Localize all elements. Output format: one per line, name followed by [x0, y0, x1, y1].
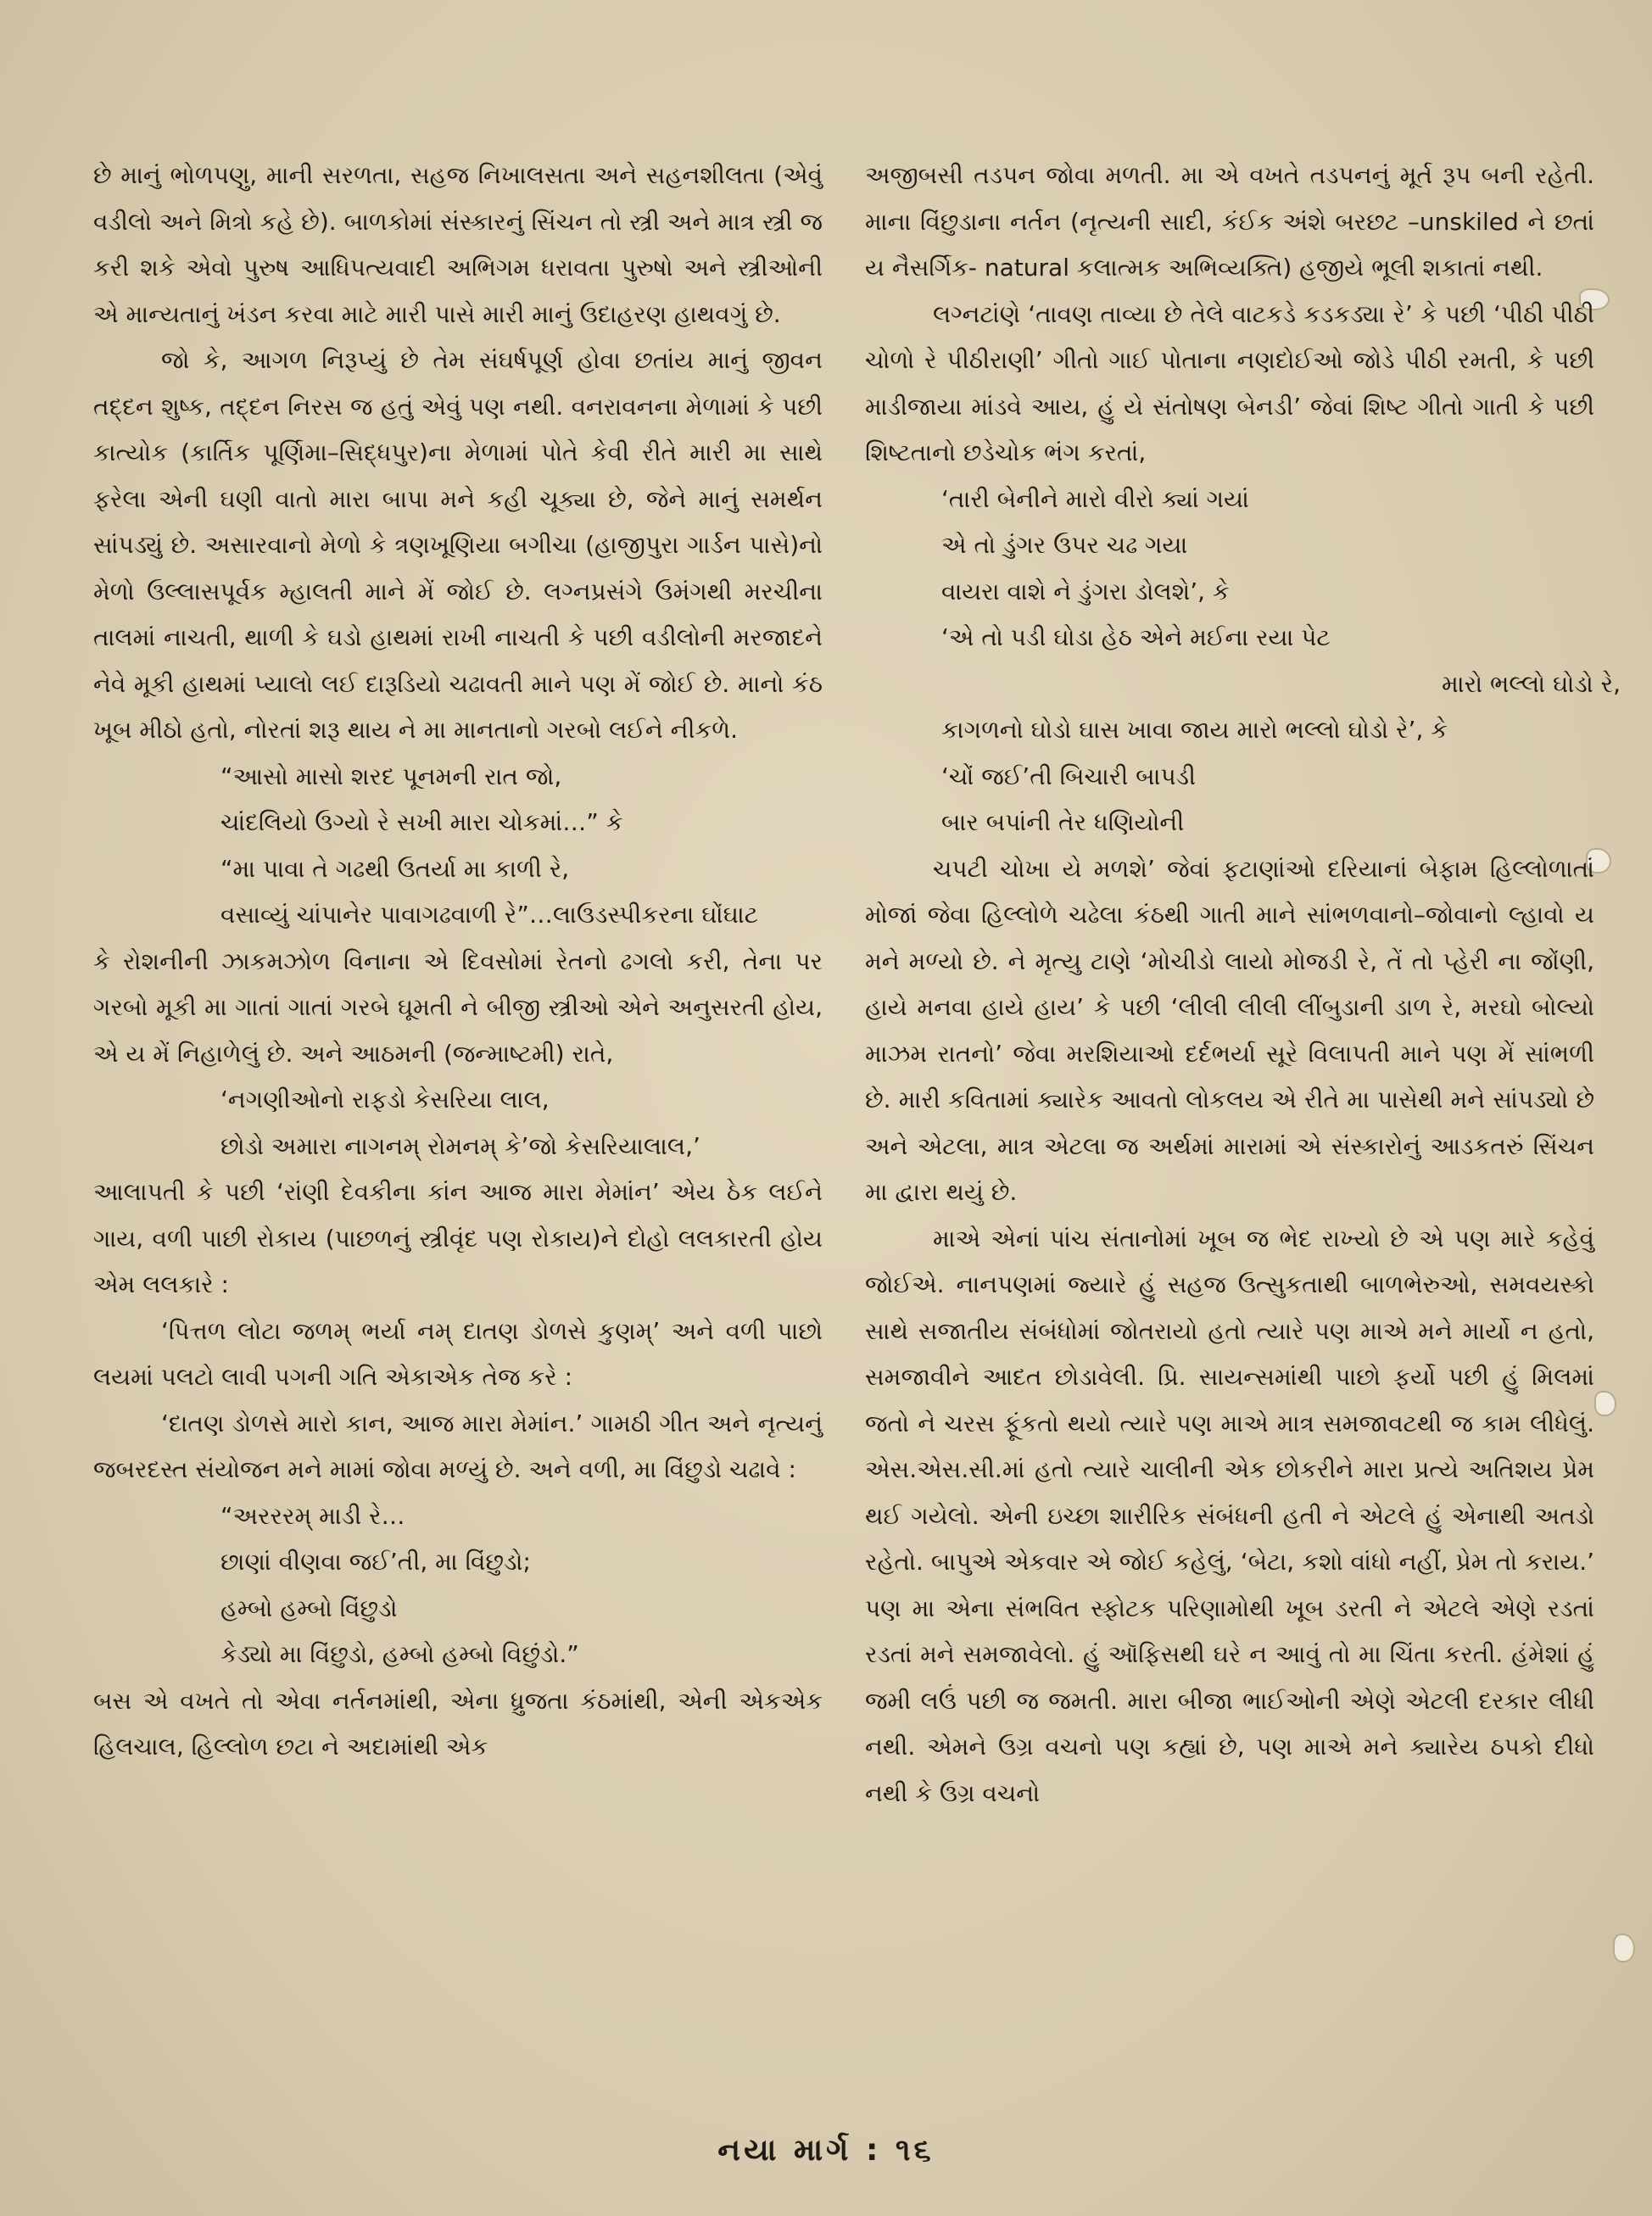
verse-line: બાર બપાંની તેર ધણિયોની: [941, 808, 1185, 836]
verse-block: [93, 754, 823, 939]
verse-line: છાણાં વીણવા જઈ’તી, મા વિંછુડો;: [220, 1548, 531, 1576]
verse-line: કેડ્યો મા વિંછુડો, હમ્બો હમ્બો વિછુંડો.”: [220, 1640, 579, 1668]
verse-line: ‘ચોં જઈ’તી બિચારી બાપડી: [941, 762, 1197, 790]
verse-line: ચાંદલિયો ઉગ્યો રે સખી મારા ચોકમાં…” કે: [220, 808, 623, 836]
paragraph: જો કે, આગળ નિરૂપ્યું છે તેમ સંઘર્ષપૂર્ણ હોવા છતાંય માનું જીવન તદ્દન શુષ્ક, તદ્દન નિરસ જ હતું એવું પણ નથી. વનરાવનના મેળામાં કે પછી કાત્યોક (કાર્તિક પૂર્ણિમા–સિદ્ધપુર)ના મેળામાં પોતે કેવી રીતે મારી મા સાથે ફરેલા એની ઘણી વાતો મારા બાપા મને કહી ચૂક્યા છે, જેને માનું સમર્થન સાંપડ્યું છે. અસારવાનો મેળો કે ત્રણખૂણિયા બગીચા (હાજીપુરા ગાર્ડન પાસે)નો મેળો ઉલ્લાસપૂર્વક મ્હાલતી માને મેં જોઈ છે. લગ્નપ્રસંગે ઉમંગથી મરચીના તાલમાં નાચતી, થાળી કે ઘડો હાથમાં રાખી નાચતી કે પછી વડીલોની મરજાદને નેવે મૂકી હાથમાં પ્યાલો લઈ દારૂડિયો ચઢાવતી માને પણ મેં જોઈ છે. માનો કંઠ ખૂબ મીઠો હતો, નોરતાં શરૂ થાય ને મા માનતાનો ગરબો લઈને નીકળે.: [93, 346, 823, 744]
paragraph: માએ એનાં પાંચ સંતાનોમાં ખૂબ જ ભેદ રાખ્યો છે એ પણ મારે કહેવું જોઈએ. નાનપણમાં જ્યારે હું સહજ ઉત્સુકતાથી બાળભેરુઓ, સમવયસ્કો સાથે સજાતીય સંબંધોમાં જોતરાયો હતો ત્યારે પણ માએ મને માર્યો ન હતો, સમજાવીને આદત છોડાવેલી. પ્રિ. સાયન્સમાંથી પાછો ફર્યો પછી હું મિલમાં જતો ને ચરસ ફૂંકતો થયો ત્યારે પણ માએ માત્ર સમજાવટથી જ કામ લીધેલું. એસ.એસ.સી.માં હતો ત્યારે ચાલીની એક છોકરીને મારા પ્રત્યે અતિશય પ્રેમ થઈ ગયેલો. એની ઇચ્છા શારીરિક સંબંધની હતી ને એટલે હું એનાથી અતડો રહેતો. બાપુએ એકવાર એ જોઈ કહેલું, ‘બેટા, કશો વાંધો નહીં, પ્રેમ તો કરાય.’ પણ મા એના સંભવિત સ્ફોટક પરિણામોથી ખૂબ ડરતી ને એટલે એણે રડતાં રડતાં મને સમજાવેલો. હું ઑફિસથી ઘરે ન આવું તો મા ચિંતા કરતી. હંમેશાં હું જમી લઉં પછી જ જમતી. મારા બીજા ભાઈઓની એણે એટલી દરકાર લીધી નથી. એમને ઉગ્ર વચનો પણ કહ્યાં છે, પણ માએ મને ક્યારેય ઠપકો દીધો નથી કે ઉગ્ર વચનો: [865, 1224, 1594, 1807]
verse-line: વસાવ્યું ચાંપાનેર પાવાગઢવાળી રે”…લાઉડસ્પીકરના ઘોંઘાટ: [220, 901, 759, 929]
page-footer: નયા માર્ગ : ૧૬: [717, 2133, 935, 2168]
paragraph: લગ્નટાંણે ‘તાવણ તાવ્યા છે તેલે વાટકડે કડકડ્યા રે’ કે પછી ‘પીઠી પીઠી ચોળો રે પીઠીરાણી’ ગીતો ગાઈ પોતાના નણદોઈઓ જોડે પીઠી રમતી, કે પછી માડીજાયા માંડવે આય, હું યે સંતોષણ બેનડી’ જેવાં શિષ્ટ ગીતો ગાતી કે પછી શિષ્ટતાનો છડેચોક ભંગ કરતાં,: [865, 299, 1594, 466]
verse-line: “આસો માસો શરદ પૂનમની રાત જો,: [220, 762, 562, 790]
page-tear-3: [1594, 1391, 1616, 1416]
paragraph: બસ એ વખતે તો એવા નર્તનમાંથી, એના ધ્રુજતા કંઠમાંથી, એની એકએક હિલચાલ, હિલ્લોળ છટા ને અદામાંથી એક: [93, 1686, 823, 1761]
verse-block: [93, 1493, 823, 1678]
verse-line: વાયરા વાશે ને ડુંગરા ડોલશે’, કે: [941, 577, 1230, 606]
verse-line: મારો ભલ્લો ઘોડો રે,: [1442, 669, 1621, 698]
verse-block: [93, 1077, 823, 1169]
verse-line: છોડો અમારા નાગનમ્ રોમનમ્ કે’જો કેસરિયાલાલ,’: [220, 1131, 700, 1160]
verse-line: “અરરરમ્ માડી રે…: [220, 1501, 405, 1530]
paragraph: છે માનું ભોળપણુ, માની સરળતા, સહજ નિખાલસતા અને સહનશીલતા (એવું વડીલો અને મિત્રો કહે છે). બાળકોમાં સંસ્કારનું સિંચન તો સ્ત્રી અને માત્ર સ્ત્રી જ કરી શકે એવો પુરુષ આધિપત્યવાદી અભિગમ ધરાવતા પુરુષો અને સ્ત્રીઓની એ માન્યતાનું ખંડન કરવા માટે મારી પાસે મારી માનું ઉદાહરણ હાથવગું છે.: [93, 161, 823, 328]
paragraph: ‘પિત્તળ લોટા જળમ્ ભર્યા નમ્ દાતણ ડોળસે કુણમ્’ અને વળી પાછો લયમાં પલટો લાવી પગની ગતિ એકાએક તેજ કરે :: [93, 1316, 823, 1391]
verse-line: એ તો ડુંગર ઉપર ચઢ ગયા: [941, 531, 1188, 559]
verse-line: હમ્બો હમ્બો વિંછુડો: [220, 1594, 398, 1622]
paragraph: ‘દાતણ ડોળસે મારો કાન, આજ મારા મેમાંન.’ ગામઠી ગીત અને નૃત્યનું જબરદસ્ત સંયોજન મને મામાં જોવા મળ્યું છે. અને વળી, મા વિંછુડો ચઢાવે :: [93, 1409, 823, 1483]
verse-block: [865, 477, 1621, 846]
paragraph: અજીબસી તડપન જોવા મળતી. મા એ વખતે તડપનનું મૂર્ત રૂપ બની રહેતી. માના વિંછુડાના નર્તન (નૃત્યની સાદી, કંઈક અંશે બરછટ –unskiled ને છતાં ય નૈસર્ગિક- natural કલાત્મક અભિવ્યક્તિ) હજીયે ભૂલી શકાતાં નથી.: [865, 161, 1594, 282]
verse-line: “મા પાવા તે ગઢથી ઉતર્યા મા કાળી રે,: [220, 854, 570, 883]
paragraph: ચપટી ચોખા યે મળશે’ જેવાં ફટાણાંઓ દરિયાનાં બેફામ હિલ્લોળાતાં મોજાં જેવા હિલ્લોળે ચઢેલા કંઠથી ગાતી માને સાંભળવાનો–જોવાનો લ્હાવો ય મને મળ્યો છે. ને મૃત્યુ ટાણે ‘મોચીડો લાયો મોજડી રે, તેં તો પ્હેરી ના જોંણી, હાયે મનવા હાયે હાય’ કે પછી ‘લીલી લીલી લીંબુડાની ડાળ રે, મરઘો બોલ્યો માઝમ રાતનો’ જેવા મરશિયાઓ દર્દભર્યા સૂરે વિલાપતી માને પણ મેં સાંભળી છે. મારી કવિતામાં ક્યારેક આવતો લોકલય એ રીતે મા પાસેથી મને સાંપડ્યો છે અને એટલા, માત્ર એટલા જ અર્થમાં મારામાં એ સંસ્કારોનું આડકતરું સિંચન મા દ્વારા થયું છે.: [865, 854, 1594, 1206]
verse-line: કાગળનો ઘોડો ઘાસ ખાવા જાય મારો ભલ્લો ઘોડો રે’, કે: [941, 716, 1448, 744]
verse-line: ‘નગણીઓનો રાફડો કેસરિયા લાલ,: [220, 1086, 550, 1114]
page-tear-4: [1613, 1934, 1635, 1962]
verse-line: ‘તારી બેનીને મારો વીરો ક્યાં ગયાં: [941, 484, 1249, 513]
left-text-column: [93, 153, 823, 1771]
verse-line: ‘એ તો પડી ઘોડા હેઠ એને મઈના રયા પેટ: [941, 623, 1331, 651]
paragraph: કે રોશનીની ઝાકમઝોળ વિનાના એ દિવસોમાં રેતનો ઢગલો કરી, તેના પર ગરબો મૂકી મા ગાતાં ગાતાં ગરબે ઘૂમતી ને બીજી સ્ત્રીઓ એને અનુસરતી હોય, એ ય મેં નિહાળેલું છે. અને આઠમની (જન્માષ્ટમી) રાતે,: [93, 946, 823, 1068]
paragraph: આલાપતી કે પછી ‘રાંણી દેવકીના કાંન આજ મારા મેમાંન’ એય ઠેક લઈને ગાય, વળી પાછી રોકાય (પાછળનું સ્ત્રીવૃંદ પણ રોકાય)ને દોહો લલકારતી હોય એમ લલકારે :: [93, 1178, 823, 1298]
right-text-column: [865, 153, 1621, 1817]
